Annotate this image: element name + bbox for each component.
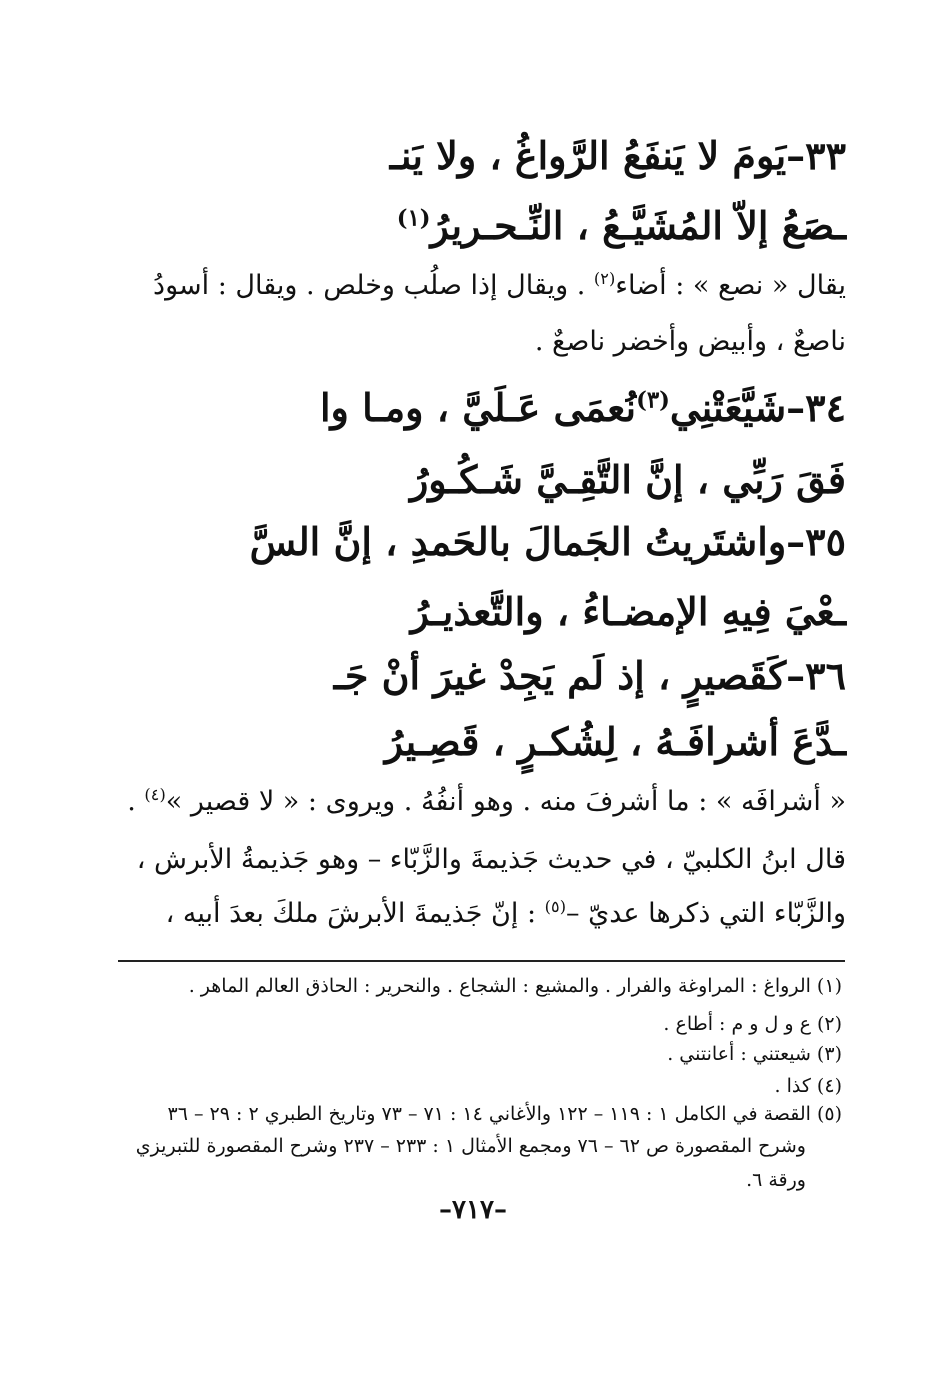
page-number: –٧١٧– — [439, 1195, 507, 1225]
footnote — [189, 972, 842, 1000]
gloss-text: . — [127, 786, 136, 817]
verse-33-line-2 — [397, 198, 846, 254]
footnote — [667, 1040, 842, 1068]
verse-text: ـدَّعَ أشرافَـهُ ، لِشُكـرٍ ، قَصِـيرُ — [384, 719, 846, 764]
footnote-divider — [118, 960, 845, 962]
verse-text: ـصَعُ إلاّ المُشَيَّـعُ ، النِّـحـريرُ — [430, 203, 846, 248]
footnote — [746, 1166, 806, 1194]
footnote-text: (٤) كذا . — [774, 1075, 842, 1097]
verse-34-line-1 — [320, 380, 846, 436]
verse-36-line-2 — [385, 714, 846, 770]
footnote — [168, 1100, 842, 1128]
footnote-text: (٥) القصة في الكامل ١ : ١١٩ – ١٢٢ والأغاني ١٤ : ٧١ – ٧٣ وتاريخ الطبري ٢ : ٢٩ – ٣٦ — [167, 1103, 842, 1125]
gloss-text: ناصعٌ ، وأبيض وأخضر ناصعٌ . — [534, 326, 846, 357]
gloss-text: يقال « نصع » : أضاء — [615, 270, 846, 301]
verse-text: فَقَ رَبِّي ، إنَّ التَّقِـيَّ شَـكُـورُ — [409, 457, 846, 502]
verse-text: ٣٦–كَقَصيرٍ ، إذ لَم يَجِدْ غيرَ أنْ جَـ — [333, 653, 846, 698]
verse-text: ٣٤–شَيَّعَتْنِي — [669, 385, 846, 430]
verse-text: ـعْيَ فِيهِ الإمضـاءُ ، والتَّعذيـرُ — [410, 589, 846, 634]
footnote-marker: (٢) — [593, 269, 616, 288]
verse-35-line-1 — [250, 514, 846, 570]
gloss-text: قال ابنُ الكلبيّ ، في حديث جَذيمةَ والزَّبّاء – وهو جَذيمةُ الأبرش ، — [136, 844, 846, 875]
gloss-text: : إنّ جَذيمةَ الأبرشَ ملكَ بعدَ أبيه ، — [165, 898, 537, 929]
gloss-text: « أشرافَه » : ما أشرفَ منه . وهو أنفُهُ . ويروى : « لا قصير » — [165, 786, 846, 817]
gloss-line — [127, 782, 846, 822]
footnote-marker: (٥) — [544, 897, 567, 916]
footnote-text: (١) الرواغ : المراوغة والفرار . والمشيع : الشجاع . والنحرير : الحاذق العالم الماهر . — [188, 975, 842, 997]
footnote — [775, 1072, 842, 1100]
footnote-text: ورقة ٦. — [746, 1169, 806, 1191]
verse-text: ٣٣–يَومَ لا يَنفَعُ الرَّواغُ ، ولا يَنـ — [389, 133, 846, 178]
verse-36-line-1 — [334, 648, 846, 704]
gloss-text: والزَّبّاء التي ذكرها عديّ – — [566, 898, 846, 929]
verse-text: ٣٥–واشتَريتُ الجَمالَ بالحَمدِ ، إنَّ السَّ — [249, 519, 846, 564]
footnote-text: وشرح المقصورة ص ٦٢ – ٧٦ ومجمع الأمثال ١ : ٢٣٣ – ٢٣٧ وشرح المقصورة للتبريزي — [135, 1135, 806, 1157]
footnote-marker: (٤) — [144, 785, 166, 804]
footnote-text: (٢) ع و ل و م : أطاع . — [663, 1013, 842, 1035]
gloss-line — [153, 266, 846, 306]
gloss-line — [137, 840, 846, 880]
footnote — [663, 1010, 842, 1038]
footnote-text: (٣) شيعتني : أعانتني . — [667, 1043, 842, 1065]
verse-34-line-2 — [410, 452, 846, 508]
footnote-marker: (٣) — [636, 387, 670, 414]
footnote — [136, 1132, 806, 1160]
gloss-line — [535, 322, 846, 362]
verse-35-line-2 — [411, 584, 846, 640]
gloss-text: . ويقال إذا صلُب وخلص . ويقال : أسودُ — [153, 270, 586, 301]
footnote-marker: (١) — [396, 205, 431, 232]
gloss-line — [166, 894, 846, 934]
verse-33-line-1 — [390, 128, 846, 184]
verse-text: نُعمَى عَـلَيَّ ، ومـا وا — [319, 385, 637, 430]
